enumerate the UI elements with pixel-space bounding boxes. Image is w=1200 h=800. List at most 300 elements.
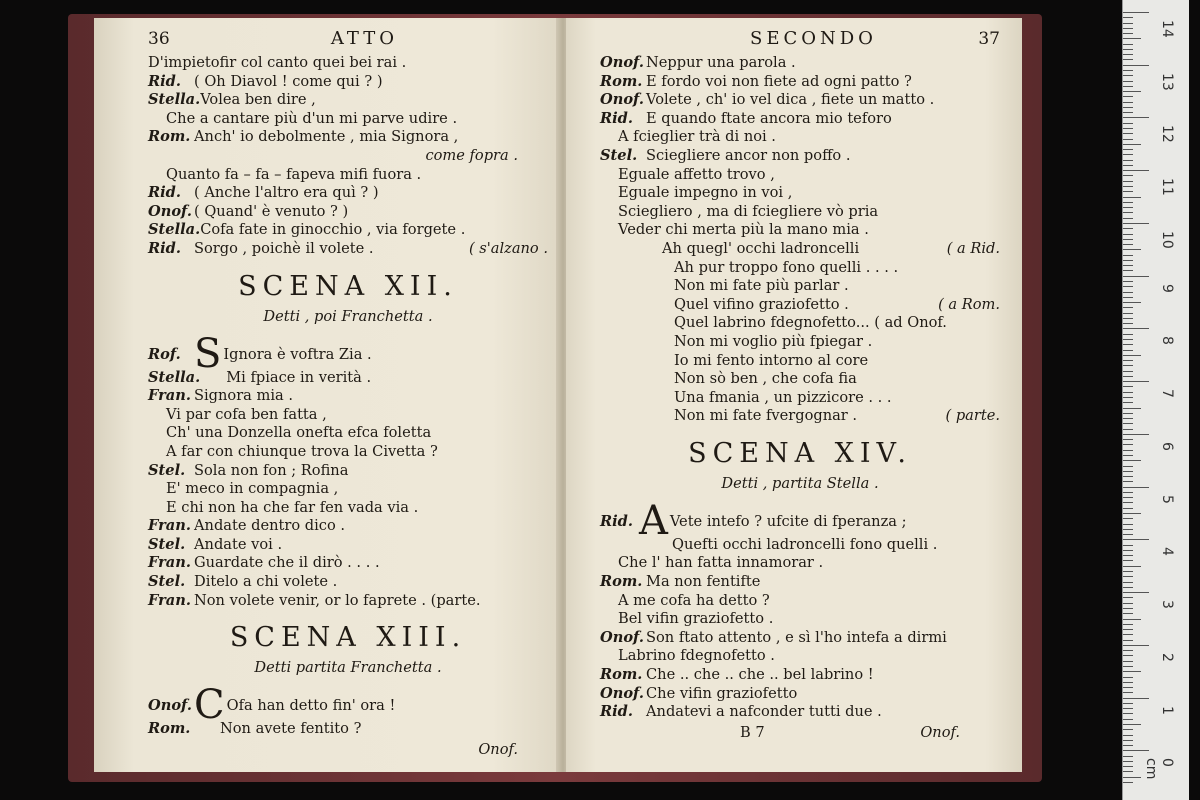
text-line (600, 203, 1000, 222)
ruler-tick (1123, 323, 1133, 324)
text-line (148, 573, 548, 592)
ruler-tick (1123, 86, 1133, 87)
ruler-tick (1123, 429, 1133, 430)
ruler-tick (1123, 276, 1149, 277)
ruler-tick (1123, 476, 1133, 477)
drop-cap: A (638, 497, 668, 544)
right-running-header (600, 28, 1000, 52)
ruler-tick (1123, 423, 1133, 424)
ruler-tick (1123, 117, 1149, 118)
text-line (600, 54, 1000, 73)
ruler-tick (1123, 582, 1133, 583)
ruler-tick (1123, 729, 1133, 730)
ruler-tick (1123, 671, 1141, 672)
ruler-tick (1123, 139, 1133, 140)
line-text: A me cofa ha detto ? (618, 591, 770, 609)
ruler-tick (1123, 186, 1133, 187)
text-line (148, 221, 548, 240)
line-text: Ma non fentifte (646, 573, 761, 591)
ruler-tick (1123, 508, 1133, 509)
line-text: E fordo voi non fiete ad ogni patto ? (646, 72, 912, 90)
ruler-label: 4 (1159, 547, 1175, 557)
line-text: Vi par cofa ben fatta , (166, 405, 327, 423)
line-text: Mi fpiace in verità . (226, 368, 372, 386)
ruler-tick (1123, 513, 1141, 514)
ruler-tick (1123, 434, 1149, 435)
ruler-tick (1123, 328, 1149, 329)
text-line (600, 685, 1000, 704)
ruler-tick (1123, 534, 1133, 535)
ruler-tick (1123, 313, 1133, 314)
text-line (600, 128, 1000, 147)
line-text: D'impietofir col canto quei bei rai . (148, 54, 407, 71)
speaker: Stel. (600, 146, 638, 164)
ruler-tick (1123, 771, 1133, 772)
ruler-tick (1123, 539, 1149, 540)
ruler-tick (1123, 228, 1133, 229)
ruler-tick (1123, 619, 1141, 620)
text-line (600, 221, 1000, 240)
left-text-block (148, 54, 548, 259)
ruler-tick (1123, 597, 1133, 598)
text-line (600, 314, 1000, 333)
text-line (148, 73, 548, 92)
ruler-tick (1123, 603, 1133, 604)
ruler-tick (1123, 365, 1133, 366)
ruler-tick (1123, 12, 1149, 13)
line-text: A fcieglier trà di noi . (618, 128, 776, 146)
ruler-tick (1123, 28, 1133, 29)
ruler-tick (1123, 128, 1133, 129)
line-text: Eguale affetto trovo , (618, 165, 775, 183)
ruler-tick (1123, 756, 1133, 757)
ruler-tick (1123, 218, 1133, 219)
header-atto: ATTO (330, 28, 398, 49)
speaker: Stella. (148, 368, 201, 386)
line-text: Neppur una parola . (646, 54, 796, 71)
ruler-tick (1123, 392, 1133, 393)
speaker: Onof. (148, 202, 192, 220)
text-line (600, 147, 1000, 166)
ruler-label: 13 (1159, 72, 1175, 91)
text-line (148, 554, 548, 573)
line-text: Veder chi merta più la mano mia . (618, 221, 869, 239)
ruler-tick (1123, 307, 1133, 308)
ruler-tick (1123, 33, 1133, 34)
line-text: Andate voi . (194, 535, 283, 553)
speaker: Rid. (600, 109, 633, 127)
ruler-tick (1123, 371, 1133, 372)
line-text: Che .. che .. che .. bel labrino ! (646, 666, 874, 684)
text-line (148, 462, 548, 481)
line-text: Non sò ben , che cofa fia (674, 370, 857, 388)
ruler-tick (1123, 102, 1133, 103)
scene-13-title: SCENA XIII. (229, 622, 467, 654)
speaker: Rom. (600, 72, 643, 90)
ruler-tick (1123, 613, 1133, 614)
ruler-tick (1123, 96, 1133, 97)
ruler-tick (1123, 502, 1133, 503)
ruler-tick (1123, 292, 1133, 293)
line-text: Ah pur troppo fono quelli . . . . (674, 258, 899, 276)
ruler-tick (1123, 692, 1133, 693)
ruler-tick (1123, 713, 1133, 714)
ruler-tick (1123, 766, 1133, 767)
text-line (600, 370, 1000, 389)
line-text: Ah quegl' occhi ladroncelli (662, 239, 860, 257)
ruler-tick (1123, 281, 1133, 282)
ruler-tick (1123, 355, 1141, 356)
ruler-tick (1123, 634, 1133, 635)
ruler-tick (1123, 677, 1133, 678)
ruler-tick (1123, 344, 1133, 345)
speaker: Rid. (600, 512, 633, 530)
ruler-tick (1123, 244, 1133, 245)
left-footer (148, 741, 548, 758)
ruler-tick (1123, 682, 1133, 683)
line-text: Quanto fa – fa – fapeva mifi fuora . (166, 165, 422, 183)
line-text: Volea ben dire , (200, 91, 316, 109)
ruler-tick (1123, 59, 1133, 60)
ruler-tick (1123, 17, 1133, 18)
ruler-tick (1123, 418, 1133, 419)
ruler-tick (1123, 560, 1133, 561)
speaker: Rom. (600, 666, 643, 684)
line-text: E chi non ha che far fen vada via . (166, 498, 419, 516)
ruler-tick (1123, 487, 1149, 488)
ruler-tick (1123, 191, 1133, 192)
ruler-tick (1123, 381, 1149, 382)
line-text: Io mi fento intorno al core (674, 351, 869, 369)
ruler-tick (1123, 212, 1133, 213)
ruler-tick (1123, 81, 1133, 82)
text-line (600, 184, 1000, 203)
ruler-tick (1123, 624, 1133, 625)
speaker: Onof. (148, 697, 192, 715)
ruler-tick (1123, 255, 1133, 256)
text-line (600, 73, 1000, 92)
ruler-tick (1123, 170, 1149, 171)
text-line (148, 480, 548, 499)
ruler-tick (1123, 175, 1133, 176)
line-text: Sciegliero , ma di fciegliere vò pria (618, 202, 879, 220)
ruler-tick (1123, 75, 1133, 76)
speaker: Fran. (148, 591, 191, 609)
line-text: Ofa han detto fin' ora ! (226, 697, 396, 715)
ruler-tick (1123, 70, 1133, 71)
scene-14-lines (600, 536, 1000, 722)
ruler-tick (1123, 687, 1133, 688)
text-line (600, 277, 1000, 296)
ruler-tick (1123, 439, 1133, 440)
speaker: Stella. (148, 91, 201, 109)
ruler-tick (1123, 518, 1133, 519)
text-line (148, 536, 548, 555)
ruler-tick (1123, 334, 1133, 335)
speaker: Rom. (148, 128, 191, 146)
ruler-tick (1123, 661, 1133, 662)
line-text: Quel labrino fdegnofetto... ( ad Onof. (674, 314, 947, 332)
ruler-tick (1123, 782, 1133, 783)
ruler-tick (1123, 181, 1133, 182)
speaker: Onof. (600, 54, 644, 71)
ruler-tick (1123, 402, 1133, 403)
text-line (600, 407, 1000, 426)
speaker: Fran. (148, 387, 191, 405)
line-text: Quel vifino graziofetto . (674, 295, 849, 313)
line-text: Che a cantare più d'un mi parve udire . (166, 109, 458, 127)
text-line (600, 554, 1000, 573)
right-text-block (600, 54, 1000, 426)
ruler-label: 14 (1159, 20, 1175, 38)
ruler-tick (1123, 397, 1133, 398)
scene-12-title: SCENA XII. (238, 270, 458, 302)
ruler-tick (1123, 160, 1133, 161)
ruler-tick (1123, 666, 1133, 667)
line-text: ( Oh Diavol ! come qui ? ) (194, 72, 383, 90)
ruler-tick (1123, 550, 1133, 551)
ruler-label: 10 (1159, 230, 1175, 249)
ruler-tick (1123, 339, 1133, 340)
ruler-tick (1123, 376, 1133, 377)
ruler-tick (1123, 698, 1149, 699)
speaker: Fran. (148, 554, 191, 572)
ruler-tick (1123, 360, 1133, 361)
ruler-tick (1123, 645, 1149, 646)
line-text: Che l' han fatta innamorar . (618, 554, 824, 572)
scene-13-lines (148, 720, 548, 739)
line-text: come fopra . (425, 146, 518, 164)
speaker: Rid. (148, 239, 181, 257)
line-text: Son ftato attento , e sì l'ho intefa a dirmi (646, 628, 947, 646)
ruler-tick (1123, 297, 1133, 298)
ruler-tick (1123, 44, 1133, 45)
speaker: Rom. (600, 573, 643, 591)
ruler-tick (1123, 650, 1133, 651)
scene-14-subtitle: Detti , partita Stella . (721, 474, 879, 492)
line-text: Anch' io debolmente , mia Signora , (194, 128, 459, 146)
ruler-tick (1123, 455, 1133, 456)
speaker: Fran. (148, 517, 191, 535)
scene-12-lines (148, 369, 548, 611)
text-line (148, 110, 548, 129)
scene-13-subtitle: Detti partita Franchetta . (254, 659, 442, 677)
header-secondo: SECONDO (750, 28, 877, 49)
line-text: Vete intefo ? ufcite di fperanza ; (669, 512, 907, 530)
text-line (148, 54, 548, 73)
line-text: Volete , ch' io vel dica , fiete un matto . (646, 91, 935, 109)
stage-direction: ( a Rom. (938, 295, 1000, 313)
stage-direction: ( parte. (945, 407, 1000, 425)
ruler-tick (1123, 735, 1133, 736)
ruler-tick (1123, 497, 1133, 498)
line-text: E' meco in compagnia , (166, 480, 339, 498)
ruler-tick (1123, 460, 1141, 461)
line-text: Bel vifin graziofetto . (618, 610, 774, 628)
line-text: ( Anche l'altro era quì ? ) (194, 184, 379, 202)
ruler-tick (1123, 65, 1149, 66)
ruler-tick (1123, 703, 1133, 704)
ruler-label: 3 (1159, 600, 1175, 610)
speaker: Stella. (148, 221, 201, 239)
ruler-tick (1123, 54, 1133, 55)
ruler-tick (1123, 587, 1133, 588)
ruler-tick (1123, 350, 1133, 351)
ruler-tick (1123, 745, 1133, 746)
speaker: Rid. (148, 72, 181, 90)
text-line (600, 536, 1000, 555)
ruler-tick (1123, 202, 1133, 203)
ruler-tick (1123, 207, 1133, 208)
ruler-tick (1123, 112, 1133, 113)
ruler-tick (1123, 640, 1133, 641)
text-line (600, 240, 1000, 259)
text-line (600, 703, 1000, 722)
ruler-tick (1123, 719, 1133, 720)
ruler-tick (1123, 566, 1141, 567)
ruler-tick (1123, 777, 1141, 778)
ruler-tick (1123, 481, 1133, 482)
speaker: Stel. (148, 461, 186, 479)
line-text: Ignora è voftra Zia . (223, 345, 372, 363)
ruler-tick (1123, 234, 1133, 235)
line-text: Ditelo a chi volete . (194, 573, 338, 591)
ruler-tick (1123, 23, 1133, 24)
ruler-label: 2 (1159, 652, 1175, 662)
ruler-tick (1123, 724, 1141, 725)
ruler-tick (1123, 270, 1133, 271)
line-text: Quefti occhi ladroncelli fono quelli . (672, 535, 938, 553)
stage-direction: ( a Rid. (946, 239, 1000, 257)
ruler-label: 6 (1159, 441, 1175, 451)
speaker: Onof. (600, 91, 644, 109)
ruler-tick (1123, 49, 1133, 50)
ruler-tick (1123, 592, 1149, 593)
speaker: Stel. (148, 535, 186, 553)
right-footer (600, 724, 1000, 741)
ruler-tick (1123, 144, 1141, 145)
ruler-tick (1123, 608, 1133, 609)
ruler-tick (1123, 444, 1133, 445)
scene-14-title: SCENA XIV. (688, 437, 912, 469)
ruler-label: 8 (1159, 336, 1175, 346)
line-text: Non avete fentito ? (220, 720, 362, 738)
text-line (148, 240, 548, 259)
ruler-tick (1123, 239, 1133, 240)
line-text: Sola non fon ; Rofina (194, 461, 349, 479)
line-text: Signora mia . (194, 387, 293, 405)
ruler-label: 9 (1159, 283, 1175, 293)
ruler-tick (1123, 708, 1133, 709)
text-line (148, 592, 548, 611)
text-line (600, 166, 1000, 185)
text-line (148, 443, 548, 462)
ruler-tick (1123, 740, 1133, 741)
line-text: ( Quand' è venuto ? ) (194, 202, 349, 220)
text-line (148, 91, 548, 110)
ruler-tick (1123, 466, 1133, 467)
line-text: Che vifin graziofetto (646, 684, 798, 702)
speaker: Stel. (148, 573, 186, 591)
line-text: A far con chiunque trova la Civetta ? (166, 442, 438, 460)
ruler-label: 12 (1159, 125, 1175, 144)
ruler-tick (1123, 149, 1133, 150)
text-line (148, 369, 548, 388)
text-line (148, 499, 548, 518)
text-line (600, 592, 1000, 611)
ruler-tick (1123, 524, 1133, 525)
text-line (600, 610, 1000, 629)
ruler-label: 1 (1159, 705, 1175, 715)
text-line (148, 166, 548, 185)
ruler-tick (1123, 492, 1133, 493)
drop-cap: S (194, 330, 222, 377)
ruler-tick (1123, 197, 1141, 198)
text-line (148, 203, 548, 222)
line-text: Non mi fate fvergognar . (674, 407, 858, 425)
text-line (148, 184, 548, 203)
text-line (148, 147, 548, 166)
ruler-tick (1123, 471, 1133, 472)
page-number-right: 37 (978, 29, 1000, 49)
speaker: Onof. (600, 684, 644, 702)
text-line (148, 406, 548, 425)
line-text: Non mi voglio più fpiegar . (674, 332, 873, 350)
speaker: Rid. (148, 184, 181, 202)
ruler-tick (1123, 450, 1133, 451)
ruler-label: 0 cm (1143, 758, 1175, 780)
ruler-tick (1123, 38, 1141, 39)
right-page (566, 18, 1022, 772)
catchword-right: Onof. (920, 723, 960, 741)
signature-mark: B 7 (740, 723, 765, 741)
ruler-tick (1123, 302, 1141, 303)
text-line (148, 424, 548, 443)
ruler-label: 7 (1159, 389, 1175, 399)
line-text: Non mi fate più parlar . (674, 277, 849, 295)
ruler-tick (1123, 555, 1133, 556)
ruler-tick (1123, 529, 1133, 530)
ruler-tick (1123, 750, 1149, 751)
ruler-tick (1123, 91, 1141, 92)
ruler-tick (1123, 386, 1133, 387)
ruler-tick (1123, 265, 1133, 266)
text-line (600, 352, 1000, 371)
speaker: Rom. (148, 720, 191, 738)
ruler-tick (1123, 286, 1133, 287)
line-text: Andate dentro dico . (194, 517, 346, 535)
line-text: Sciegliere ancor non poffo . (646, 146, 851, 164)
ruler-tick (1123, 165, 1133, 166)
ruler-tick (1123, 545, 1133, 546)
line-text: Una fmania , un pizzicore . . . (674, 388, 892, 406)
line-text: Guardate che il dirò . . . . (194, 554, 380, 572)
text-line (148, 387, 548, 406)
ruler-tick (1123, 761, 1133, 762)
ruler-label: 5 (1159, 494, 1175, 504)
ruler-tick (1123, 655, 1133, 656)
text-line (600, 389, 1000, 408)
drop-cap: C (194, 682, 225, 729)
ruler-tick (1123, 408, 1141, 409)
text-line (600, 647, 1000, 666)
text-line (148, 128, 548, 147)
line-text: Ch' una Donzella onefta efca foletta (166, 424, 432, 442)
speaker: Rof. (148, 345, 181, 363)
text-line (600, 259, 1000, 278)
line-text: Andatevi a nafconder tutti due . (646, 703, 882, 721)
text-line (148, 517, 548, 536)
